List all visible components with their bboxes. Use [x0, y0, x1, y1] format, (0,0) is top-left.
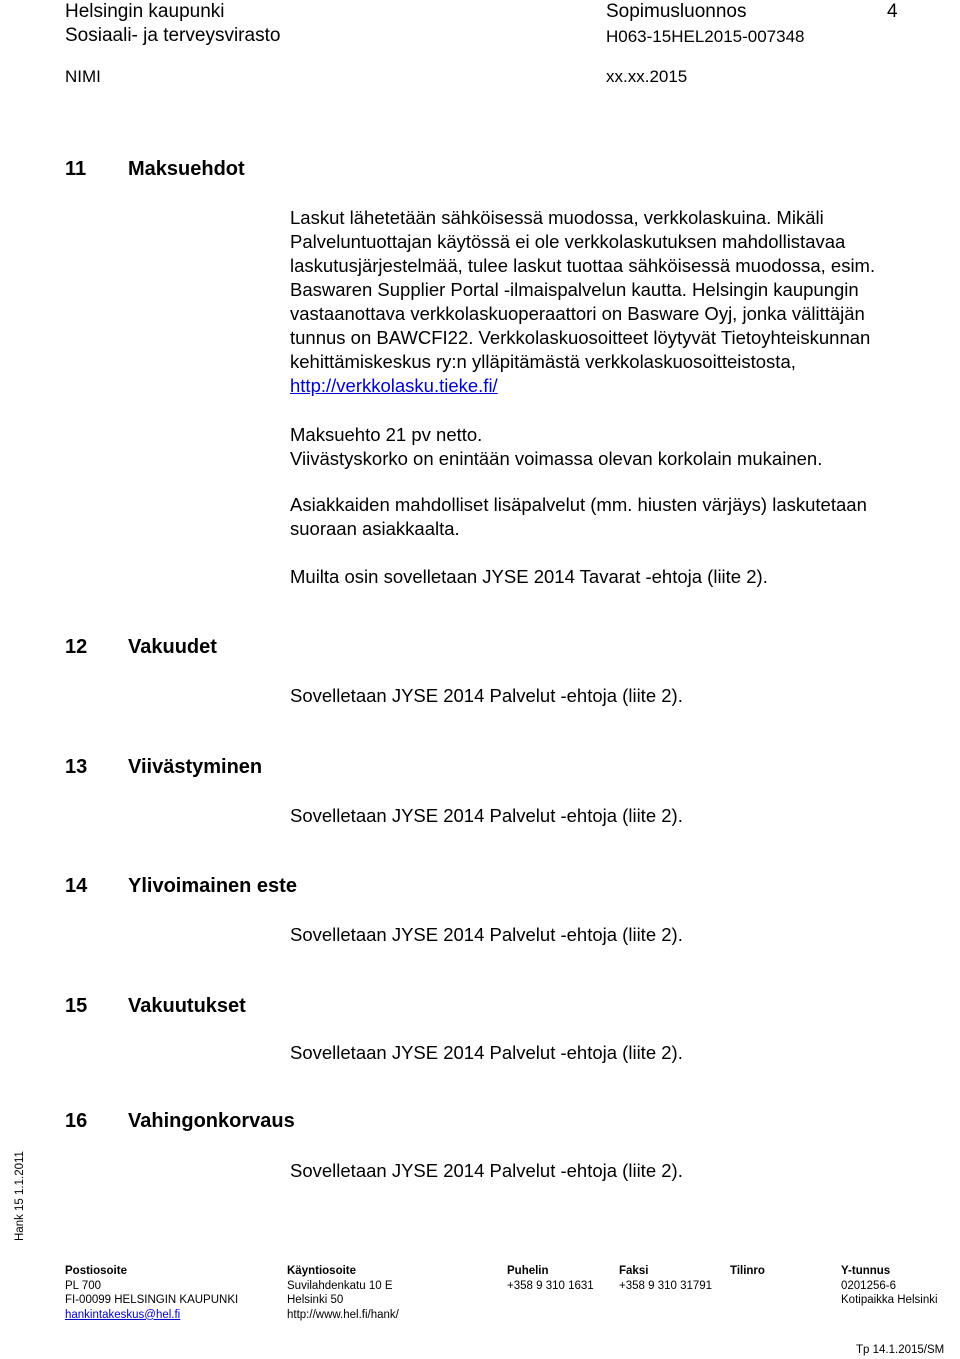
section-13-title: Viivästyminen [128, 756, 263, 778]
footer-label: Puhelin [507, 1265, 549, 1277]
text-line: kehittämiskeskus ry:n ylläpitämästä verkkolaskuosoitteistosta, [290, 351, 796, 372]
section-11-number: 11 [65, 158, 87, 180]
org-department: Sosiaali- ja terveysvirasto [65, 25, 281, 46]
footer-postiosoite [65, 1264, 238, 1322]
section-14-title: Ylivoimainen este [128, 875, 297, 897]
name-field: NIMI [65, 67, 101, 86]
text-line: Viivästyskorko on enintään voimassa olevan korkolain mukainen. [290, 448, 823, 469]
footer-value: Suvilahdenkatu 10 E [287, 1279, 393, 1292]
document-id: H063-15HEL2015-007348 [606, 27, 805, 46]
footer-faksi [619, 1264, 712, 1293]
text-line: Palveluntuottajan käytössä ei ole verkkolaskutuksen mahdollistavaa [290, 231, 846, 252]
section-14-text: Sovelletaan JYSE 2014 Palvelut -ehtoja (liite 2). [290, 924, 683, 945]
footer-value: Kotipaikka Helsinki [841, 1294, 938, 1306]
text-line: Baswaren Supplier Portal -ilmaispalvelun kautta. Helsingin kaupungin [290, 279, 859, 300]
text-line: Maksuehto 21 pv netto. [290, 424, 483, 445]
footer-value: Helsinki 50 [287, 1294, 344, 1306]
date-field: xx.xx.2015 [606, 67, 688, 86]
section-15-text: Sovelletaan JYSE 2014 Palvelut -ehtoja (liite 2). [290, 1042, 683, 1063]
footer-value: FI-00099 HELSINGIN KAUPUNKI [65, 1294, 239, 1306]
section-12-text: Sovelletaan JYSE 2014 Palvelut -ehtoja (liite 2). [290, 685, 683, 706]
footer-value: 0201256-6 [841, 1279, 896, 1292]
footer-kayntiosoite [287, 1264, 399, 1322]
section-15-title: Vakuutukset [128, 995, 246, 1017]
text-line: suoraan asiakkaalta. [290, 518, 460, 539]
section-11-paragraph-4: Muilta osin sovelletaan JYSE 2014 Tavarat -ehtoja (liite 2). [290, 566, 768, 587]
section-11-title: Maksuehdot [128, 158, 245, 180]
footer-label: Faksi [619, 1265, 649, 1277]
footer-ytunnus [841, 1264, 938, 1308]
section-11-paragraph-2 [290, 423, 822, 471]
section-15-number: 15 [65, 995, 88, 1017]
footer-label: Y-tunnus [841, 1265, 891, 1277]
footer-email-link[interactable]: hankintakeskus@hel.fi [65, 1308, 181, 1321]
footer-template-code: Tp 14.1.2015/SM [856, 1344, 945, 1356]
org-name: Helsingin kaupunki [65, 1, 225, 22]
section-16-number: 16 [65, 1110, 88, 1132]
footer-label: Postiosoite [65, 1265, 127, 1277]
text-line: laskutusjärjestelmää, tulee laskut tuottaa sähköisessä muodossa, esim. [290, 255, 876, 276]
section-13-text: Sovelletaan JYSE 2014 Palvelut -ehtoja (liite 2). [290, 805, 683, 826]
page-number: 4 [887, 1, 898, 22]
section-12-number: 12 [65, 636, 88, 658]
section-11-paragraph-1 [290, 206, 875, 398]
text-line: vastaanottava verkkolaskuoperaattori on Basware Oyj, jonka välittäjän [290, 303, 865, 324]
text-line: Asiakkaiden mahdolliset lisäpalvelut (mm. hiusten värjäys) laskutetaan [290, 494, 867, 515]
footer-puhelin [507, 1264, 594, 1293]
section-14-number: 14 [65, 875, 88, 897]
section-16-text: Sovelletaan JYSE 2014 Palvelut -ehtoja (liite 2). [290, 1160, 683, 1181]
footer-value: +358 9 310 31791 [619, 1279, 713, 1292]
text-line: Laskut lähetetään sähköisessä muodossa, verkkolaskuina. Mikäli [290, 207, 824, 228]
document-type: Sopimusluonnos [606, 1, 747, 22]
section-13-number: 13 [65, 756, 88, 778]
form-code-side-text: Hank 15 1.1.2011 [14, 1151, 26, 1241]
text-line: tunnus on BAWCFI22. Verkkolaskuosoitteet löytyvät Tietoyhteiskunnan [290, 327, 871, 348]
footer-label: Tilinro [730, 1265, 765, 1277]
footer-web-address: http://www.hel.fi/hank/ [287, 1308, 399, 1321]
section-12-title: Vakuudet [128, 636, 217, 658]
footer-tilinro [730, 1264, 765, 1279]
section-16-title: Vahingonkorvaus [128, 1110, 295, 1132]
footer-label: Käyntiosoite [287, 1265, 357, 1277]
footer-value: +358 9 310 1631 [507, 1279, 594, 1292]
verkkolasku-link[interactable]: http://verkkolasku.tieke.fi/ [290, 375, 498, 396]
section-11-paragraph-3 [290, 493, 867, 541]
footer-value: PL 700 [65, 1279, 102, 1292]
